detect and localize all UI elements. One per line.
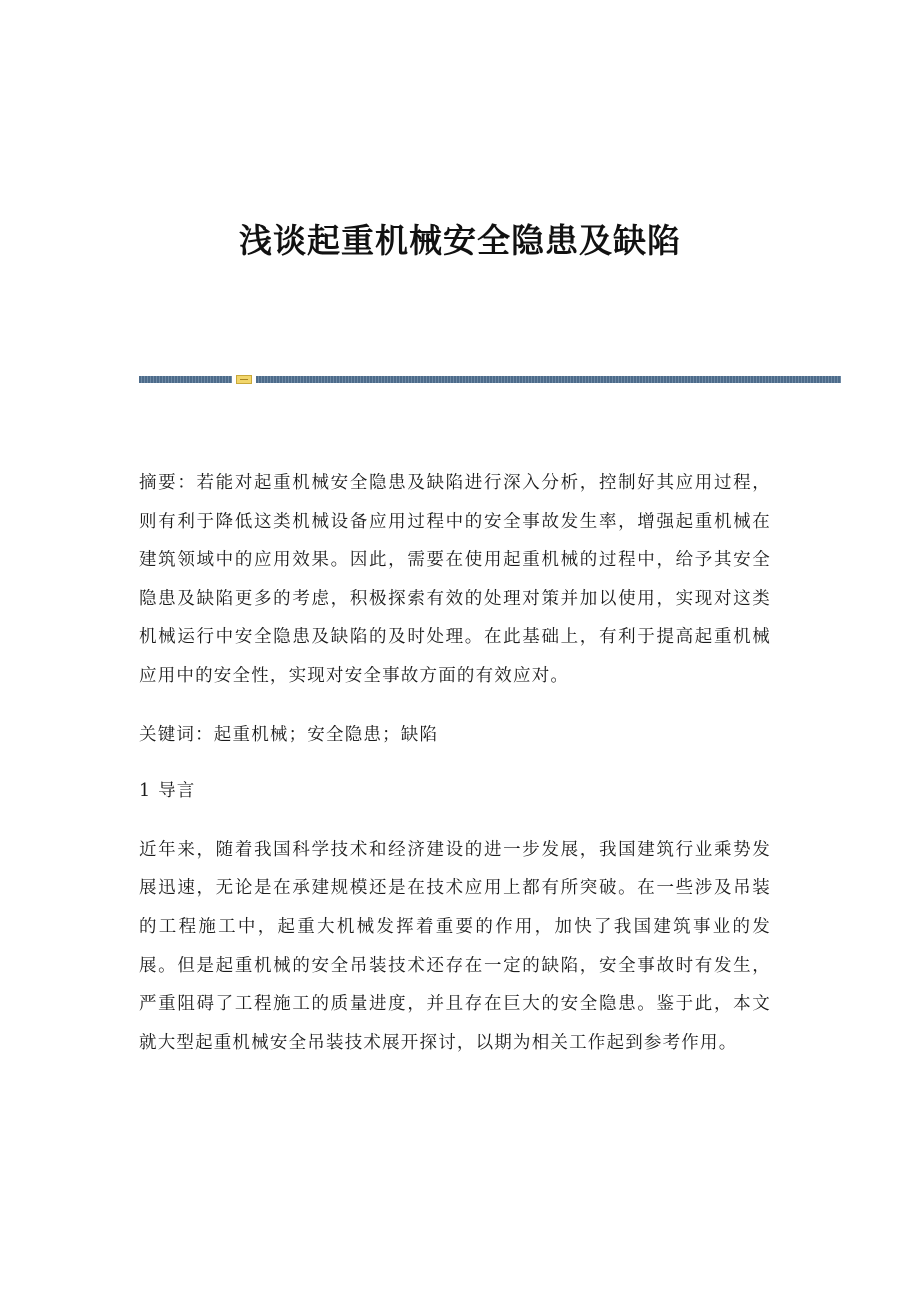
divider-bar-left xyxy=(139,376,232,383)
title-divider xyxy=(139,375,841,384)
page-title: 浅谈起重机械安全隐患及缺陷 xyxy=(239,221,681,260)
divider-ornament-icon xyxy=(236,375,252,384)
section-heading: 1 导言 xyxy=(139,781,196,802)
keywords-line: 关键词：起重机械；安全隐患；缺陷 xyxy=(139,724,439,745)
divider-bar-right xyxy=(256,376,841,383)
intro-paragraph: 近年来，随着我国科学技术和经济建设的进一步发展，我国建筑行业乘势发展迅速，无论是在承建规模还是在技术应用上都有所突破。在一些涉及吊装的工程施工中，起重大机械发挥着重要的作用，加快了我国建筑事业的发展。但是起重机械的安全吊装技术还存在一定的缺陷，安全事故时有发生，严重阻碍了工程施工的质量进度，并且存在巨大的安全隐患。鉴于此，本文就大型起重机械安全吊装技术展开探讨，以期为相关工作起到参考作用。 xyxy=(139,839,771,1053)
document-body xyxy=(139,464,771,1062)
abstract-paragraph: 摘要：若能对起重机械安全隐患及缺陷进行深入分析，控制好其应用过程，则有利于降低这类机械设备应用过程中的安全事故发生率，增强起重机械在建筑领域中的应用效果。因此，需要在使用起重机械的过程中，给予其安全隐患及缺陷更多的考虑，积极探索有效的处理对策并加以使用，实现对这类机械运行中安全隐患及缺陷的及时处理。在此基础上，有利于提高起重机械应用中的安全性，实现对安全事故方面的有效应对。 xyxy=(139,473,771,686)
